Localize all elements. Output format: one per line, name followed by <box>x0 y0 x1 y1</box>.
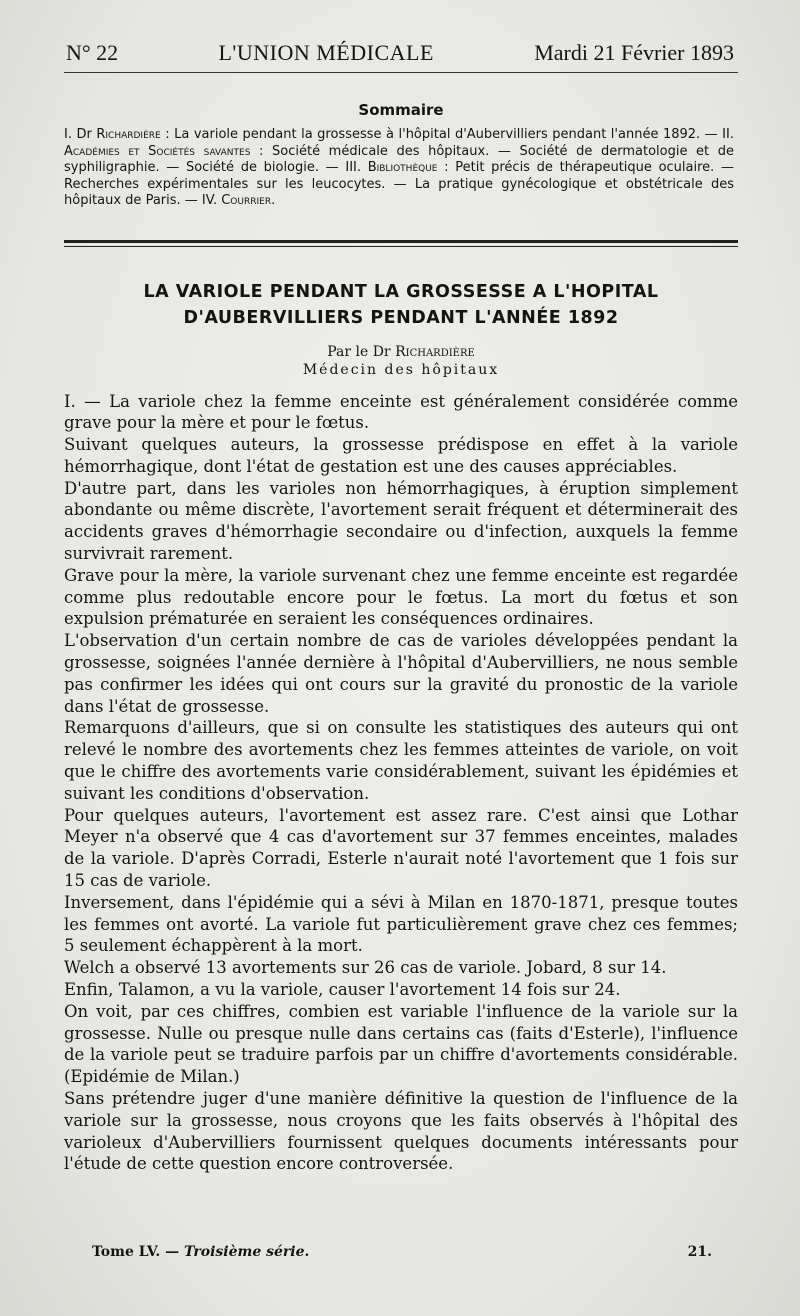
header-rule <box>64 72 738 73</box>
sommaire-part3-label: Bibliothèque <box>367 160 438 175</box>
sommaire-part1-text: : La variole pendant la grossesse à l'hôpital d'Aubervilliers pendant l'année 1892. — II. <box>160 127 734 142</box>
paragraph-9: Welch a observé 13 avortements sur 26 cas de variole. Jobard, 8 sur 14. <box>64 958 667 978</box>
paragraph-8: Inversement, dans l'épidémie qui a sévi à Milan en 1870-1871, presque toutes les femmes ont avorté. La variole fut particulièrement grave chez ces femmes; 5 seulement échappèrent à la mort. <box>64 892 738 956</box>
footer-tome: Tome LV. <box>92 1244 161 1260</box>
byline-prefix: Par le Dr <box>327 343 396 360</box>
footer-sheet-number: 21. <box>687 1244 712 1260</box>
byline-author: Richardière <box>395 343 475 360</box>
paragraph-2: Suivant quelques auteurs, la grossesse prédispose en effet à la variole hémorrhagique, dont l'état de gestation est une des causes appréciables. <box>64 435 738 476</box>
article-title-line2: D'AUBERVILLIERS PENDANT L'ANNÉE 1892 <box>183 307 619 328</box>
page-header <box>64 40 738 72</box>
issue-number: N° 22 <box>66 40 119 65</box>
sommaire-part3-text: : Petit précis de thérapeutique oculaire. — Recherches expérimentales sur les leucocytes. — La pratique gynécologique et obstétricale des hôpitaux de Paris. — IV. <box>64 160 734 208</box>
page-footer <box>92 1244 712 1260</box>
sommaire-part2-text: : Société médicale des hôpitaux. — Société de dermatologie et de syphiligraphie. — Société de biologie. — III. <box>64 143 734 175</box>
paragraph-1: I. — La variole chez la femme enceinte est généralement considérée comme grave pour la mère et pour le fœtus. <box>64 391 738 433</box>
paragraph-3: D'autre part, dans les varioles non hémorrhagiques, à éruption simplement abondante ou même discrète, l'avortement serait fréquent et déterminerait des accidents graves d'hémorrhagie secondaire ou d'infection, auxquels la femme survivrait rarement. <box>64 478 738 564</box>
article-byline <box>64 343 738 379</box>
journal-title: L'UNION MÉDICALE <box>218 40 434 65</box>
article-title-line1: LA VARIOLE PENDANT LA GROSSESSE A L'HOPITAL <box>143 281 659 302</box>
sommaire-body <box>64 127 738 210</box>
article-body <box>64 391 738 1176</box>
sommaire-part4-label: Courrier <box>221 193 272 208</box>
sommaire-part1-author: Richardière <box>96 127 161 142</box>
article-title <box>64 279 738 331</box>
issue-date: Mardi 21 Février 1893 <box>534 40 734 65</box>
sommaire-part2-label: Académies et Sociétés savantes <box>64 143 251 159</box>
paragraph-12: Sans prétendre juger d'une manière définitive la question de l'influence de la variole sur la grossesse, nous croyons que les faits observés à l'hôpital des varioleux d'Aubervilliers fournissent quelques documents intéressants pour l'étude de cette question encore controversée. <box>64 1089 738 1174</box>
sommaire-part1-num: I. Dr <box>64 127 97 142</box>
byline-role: Médecin des hôpitaux <box>302 361 500 378</box>
sommaire-title: Sommaire <box>358 101 444 119</box>
paragraph-5: L'observation d'un certain nombre de cas de varioles développées pendant la grossesse, soignées l'année dernière à l'hôpital d'Aubervilliers, ne nous semble pas confirmer les idées qui ont cours sur la gravité du pronostic de la variole dans l'état de grossesse. <box>64 631 738 716</box>
paragraph-11: On voit, par ces chiffres, combien est variable l'influence de la variole sur la grossesse. Nulle ou presque nulle dans certains cas (faits d'Esterle), l'influence de la variole peut se traduire parfois par un chiffre d'avortements considérable. (Epidémie de Milan.) <box>64 1001 738 1087</box>
paragraph-4: Grave pour la mère, la variole survenant chez une femme enceinte est regardée comme plus redoutable encore pour le fœtus. La mort du fœtus et son expulsion prématurée en seraient les conséquences ordinaires. <box>64 565 738 629</box>
paragraph-7: Pour quelques auteurs, l'avortement est assez rare. C'est ainsi que Lothar Meyer n'a observé que 4 cas d'avortement sur 37 femmes enceintes, malades de la variole. D'après Corradi, Esterle n'aurait noté l'avortement que 1 fois sur 15 cas de variole. <box>64 805 738 891</box>
section-divider <box>64 240 738 247</box>
paragraph-10: Enfin, Talamon, a vu la variole, causer l'avortement 14 fois sur 24. <box>64 980 621 1000</box>
paragraph-6: Remarquons d'ailleurs, que si on consulte les statistiques des auteurs qui ont relevé le nombre des avortements chez les femmes atteintes de variole, on voit que le chiffre des avortements varie considérablement, suivant les épidémies et suivant les conditions d'observation. <box>64 718 738 803</box>
sommaire-part4-end: . <box>271 193 276 208</box>
footer-series: — Troisième série. <box>160 1244 310 1260</box>
